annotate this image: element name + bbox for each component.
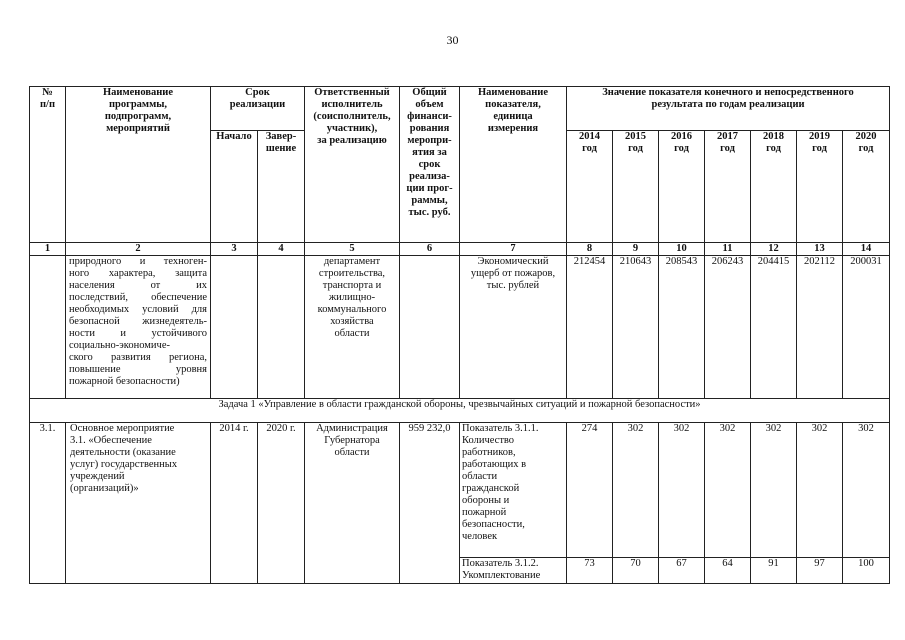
cell-value: 97 [797, 558, 843, 584]
table-row [30, 423, 890, 558]
cell-value: 302 [659, 423, 705, 558]
cell-value: 302 [843, 423, 890, 558]
cell-value: 202112 [797, 256, 843, 399]
cell-responsible: департамент строительства, транспорта и жилищно- коммунального хозяйства области [305, 256, 400, 399]
cell-end: 2020 г. [258, 423, 305, 584]
cell-name [66, 256, 211, 399]
table-row [30, 256, 890, 399]
cell-num: 3.1. [30, 423, 66, 584]
header-year: 2017 год [705, 131, 751, 243]
name-line: ности и устойчивого [69, 328, 207, 339]
cell-value: 206243 [705, 256, 751, 399]
cell-value: 64 [705, 558, 751, 584]
cell-value: 212454 [567, 256, 613, 399]
cell-indicator: Показатель 3.1.1. Количество работников, работающих в области гражданской обороны и пожарной безопасности, человек [460, 423, 567, 558]
column-number: 6 [400, 243, 460, 256]
name-line: безопасной жизнедеятель- [69, 316, 207, 327]
cell-finance: 959 232,0 [400, 423, 460, 584]
header-finance: Общий объем финанси- рования меропри- ятия за срок реализа- ции прог- раммы, тыс. руб. [400, 87, 460, 243]
cell-indicator: Экономический ущерб от пожаров, тыс. рублей [460, 256, 567, 399]
cell-start: 2014 г. [211, 423, 258, 584]
column-number: 3 [211, 243, 258, 256]
header-term: Срок реализации [211, 87, 305, 131]
cell-finance [400, 256, 460, 399]
name-line: ского развития региона, [69, 352, 207, 363]
header-start: Начало [211, 131, 258, 243]
cell-end [258, 256, 305, 399]
name-line: ного характера, защита [69, 268, 207, 279]
column-number: 1 [30, 243, 66, 256]
header-name: Наименование программы, подпрограмм, мероприятий [66, 87, 211, 243]
cell-value: 302 [797, 423, 843, 558]
column-number: 2 [66, 243, 211, 256]
cell-value: 91 [751, 558, 797, 584]
cell-num [30, 256, 66, 399]
task-title: Задача 1 «Управление в области гражданской обороны, чрезвычайных ситуаций и пожарной безопасности» [30, 399, 890, 423]
cell-value: 302 [613, 423, 659, 558]
task-row [30, 399, 890, 423]
cell-value: 200031 [843, 256, 890, 399]
header-values: Значение показателя конечного и непосредственного результата по годам реализации [567, 87, 890, 131]
cell-value: 208543 [659, 256, 705, 399]
column-number: 8 [567, 243, 613, 256]
cell-value: 210643 [613, 256, 659, 399]
column-number: 10 [659, 243, 705, 256]
cell-value: 302 [751, 423, 797, 558]
cell-value: 73 [567, 558, 613, 584]
header-year: 2020 год [843, 131, 890, 243]
header-year: 2019 год [797, 131, 843, 243]
cell-indicator: Показатель 3.1.2. Укомплектование [460, 558, 567, 584]
program-table [29, 86, 890, 584]
column-number: 7 [460, 243, 567, 256]
header-year: 2018 год [751, 131, 797, 243]
cell-value: 100 [843, 558, 890, 584]
name-line: повышение уровня [69, 364, 207, 375]
column-number: 11 [705, 243, 751, 256]
cell-name: Основное мероприятие 3.1. «Обеспечение деятельности (оказание услуг) государственных учреждений (организаций)» [66, 423, 211, 584]
name-line: пожарной безопасности) [69, 376, 180, 387]
cell-start [211, 256, 258, 399]
header-year: 2015 год [613, 131, 659, 243]
cell-value: 302 [705, 423, 751, 558]
column-number: 5 [305, 243, 400, 256]
header-year: 2014 год [567, 131, 613, 243]
header-end: Завер- шение [258, 131, 305, 243]
header-year: 2016 год [659, 131, 705, 243]
name-line: населения от их [69, 280, 207, 291]
column-number: 9 [613, 243, 659, 256]
cell-value: 70 [613, 558, 659, 584]
header-num: № п/п [30, 87, 66, 243]
cell-value: 67 [659, 558, 705, 584]
column-number: 13 [797, 243, 843, 256]
cell-value: 204415 [751, 256, 797, 399]
column-number: 14 [843, 243, 890, 256]
header-indicator: Наименование показателя, единица измерения [460, 87, 567, 243]
column-number: 12 [751, 243, 797, 256]
name-line: последствий, обеспечение [69, 292, 207, 303]
page-number: 30 [446, 33, 459, 47]
name-line: необходимых условий для [69, 304, 207, 315]
header-responsible: Ответственный исполнитель (соисполнитель, участник), за реализацию [305, 87, 400, 243]
name-line: социально-экономиче- [69, 340, 170, 351]
name-line: природного и техноген- [69, 256, 207, 267]
cell-value: 274 [567, 423, 613, 558]
column-number: 4 [258, 243, 305, 256]
cell-responsible: Администрация Губернатора области [305, 423, 400, 584]
